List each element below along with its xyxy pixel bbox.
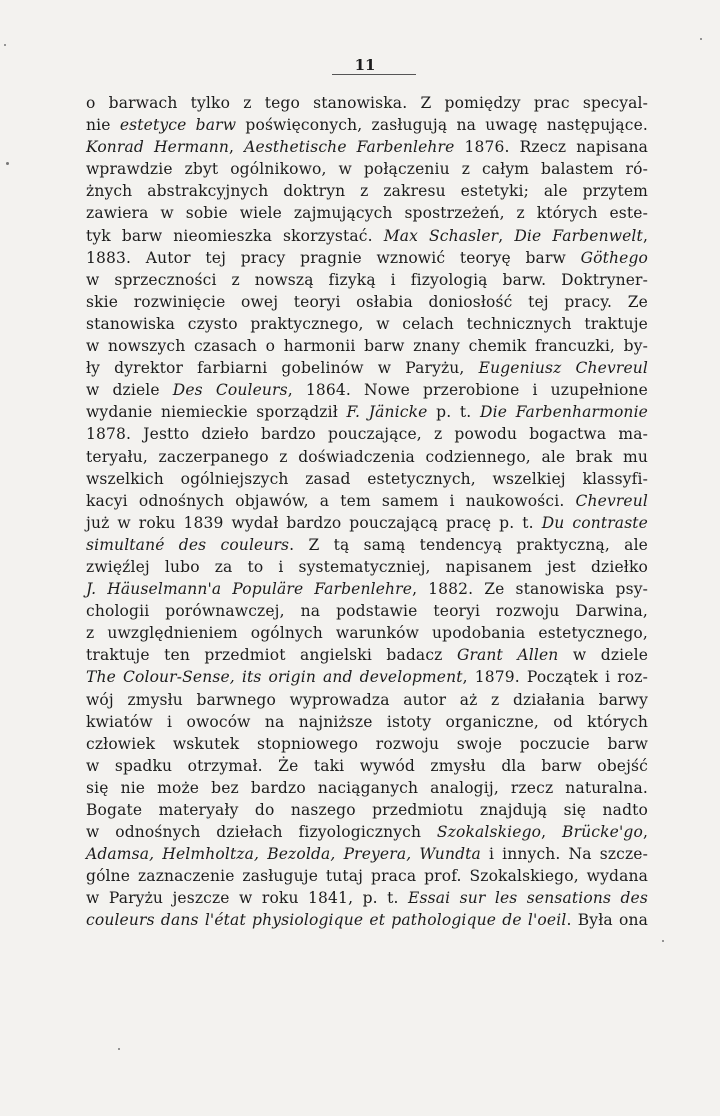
text-line: o barwach tylko z tego stanowiska. Z pomiędzy prac specyal- — [86, 94, 648, 112]
text-line: J. Häuselmann'a Populäre Farbenlehre, 1882. Ze stanowiska psy- — [86, 580, 648, 599]
text-line: tyk barw nieomieszka skorzystać. Max Schasler, Die Farbenwelt, — [86, 226, 649, 245]
text-line: w odnośnych dziełach fizyologicznych Szokalskiego, Brücke'go, — [86, 823, 649, 842]
text-line: w sprzeczności z nowszą fizyką i fizyologią barw. Doktryner- — [86, 270, 648, 289]
text-line: stanowiska czysto praktycznego, w celach technicznych traktuje — [86, 314, 648, 333]
text-line: kacyi odnośnych objawów, a tem samem i naukowości. Chevreul — [86, 491, 648, 510]
text-line: Bogate materyały do naszego przedmiotu znajdują się nadto — [86, 801, 648, 819]
text-line: wydanie niemieckie sporządził F. Jänicke p. t. Die Farbenharmonie — [86, 403, 648, 422]
text-line: ły dyrektor farbiarni gobelinów w Paryżu, Eugeniusz Chevreul — [86, 359, 649, 378]
text-line: chologii porównawczej, na podstawie teoryi rozwoju Darwina, — [86, 602, 648, 621]
text-line: teryału, zaczerpanego z doświadczenia codziennego, ale brak mu — [86, 447, 648, 466]
text-line: 1878. Jestto dzieło bardzo pouczające, z powodu bogactwa ma- — [86, 425, 648, 444]
text-line: wój zmysłu barwnego wyprowadza autor aż z działania barwy — [86, 690, 648, 709]
text-line: 1883. Autor tej pracy pragnie wznowić teoryę barw Göthego — [86, 248, 648, 267]
text-line: w dziele Des Couleurs, 1864. Nowe przerobione i uzupełnione — [86, 381, 648, 400]
text-line: nie estetyce barw poświęconych, zasługują na uwagę następujące. — [86, 116, 648, 135]
text-line: wprawdzie zbyt ogólnikowo, w połączeniu z całym balastem ró- — [86, 160, 648, 179]
text-line: zawiera w sobie wiele zajmujących spostrzeżeń, z których este- — [86, 204, 648, 223]
text-line: skie rozwinięcie owej teoryi osłabia doniosłość tej pracy. Ze — [86, 292, 648, 311]
text-line: kwiatów i owoców na najniższe istoty organiczne, od których — [86, 712, 648, 731]
text-line: w nowszych czasach o harmonii barw znany chemik francuzki, by- — [86, 337, 648, 356]
text-line: w spadku otrzymał. Że taki wywód zmysłu dla barw obejść — [86, 756, 648, 775]
text-line: Konrad Hermann, Aesthetische Farbenlehre 1876. Rzecz napisana — [86, 138, 648, 157]
text-line: z uwzględnieniem ogólnych warunków upodobania estetycznego, — [86, 624, 648, 643]
page-number-rule — [332, 74, 416, 75]
text-line: żnych abstrakcyjnych doktryn z zakresu estetyki; ale przytem — [86, 182, 648, 201]
text-line: wszelkich ogólniejszych zasad estetycznych, wszelkiej klassyfi- — [86, 469, 648, 488]
text-line: traktuje ten przedmiot angielski badacz Grant Allen w dziele — [86, 646, 649, 665]
text-line: simultané des couleurs. Z tą samą tendencyą praktyczną, ale — [86, 535, 648, 554]
text-line: Adamsa, Helmholtza, Bezolda, Preyera, Wundta i innych. Na szcze- — [86, 845, 648, 864]
text-line: gólne zaznaczenie zasługuje tutaj praca prof. Szokalskiego, wydana — [86, 867, 648, 886]
text-line: człowiek wskutek stopniowego rozwoju swoje poczucie barw — [86, 734, 648, 753]
text-line: couleurs dans l'état physiologique et pathologique de l'oeil. Była ona — [86, 911, 649, 930]
text-line: w Paryżu jeszcze w roku 1841, p. t. Essai sur les sensations des — [86, 889, 648, 908]
text-line: zwięźlej lubo za to i systematyczniej, napisanem jest dziełko — [86, 557, 648, 576]
page-number: 11 — [354, 56, 376, 74]
body-text — [86, 92, 648, 932]
text-line: The Colour-Sense, its origin and development, 1879. Początek i roz- — [86, 668, 648, 687]
text-line: się nie może bez bardzo naciąganych analogij, rzecz naturalna. — [86, 778, 648, 797]
text-line: już w roku 1839 wydał bardzo pouczającą pracę p. t. Du contraste — [86, 513, 648, 532]
